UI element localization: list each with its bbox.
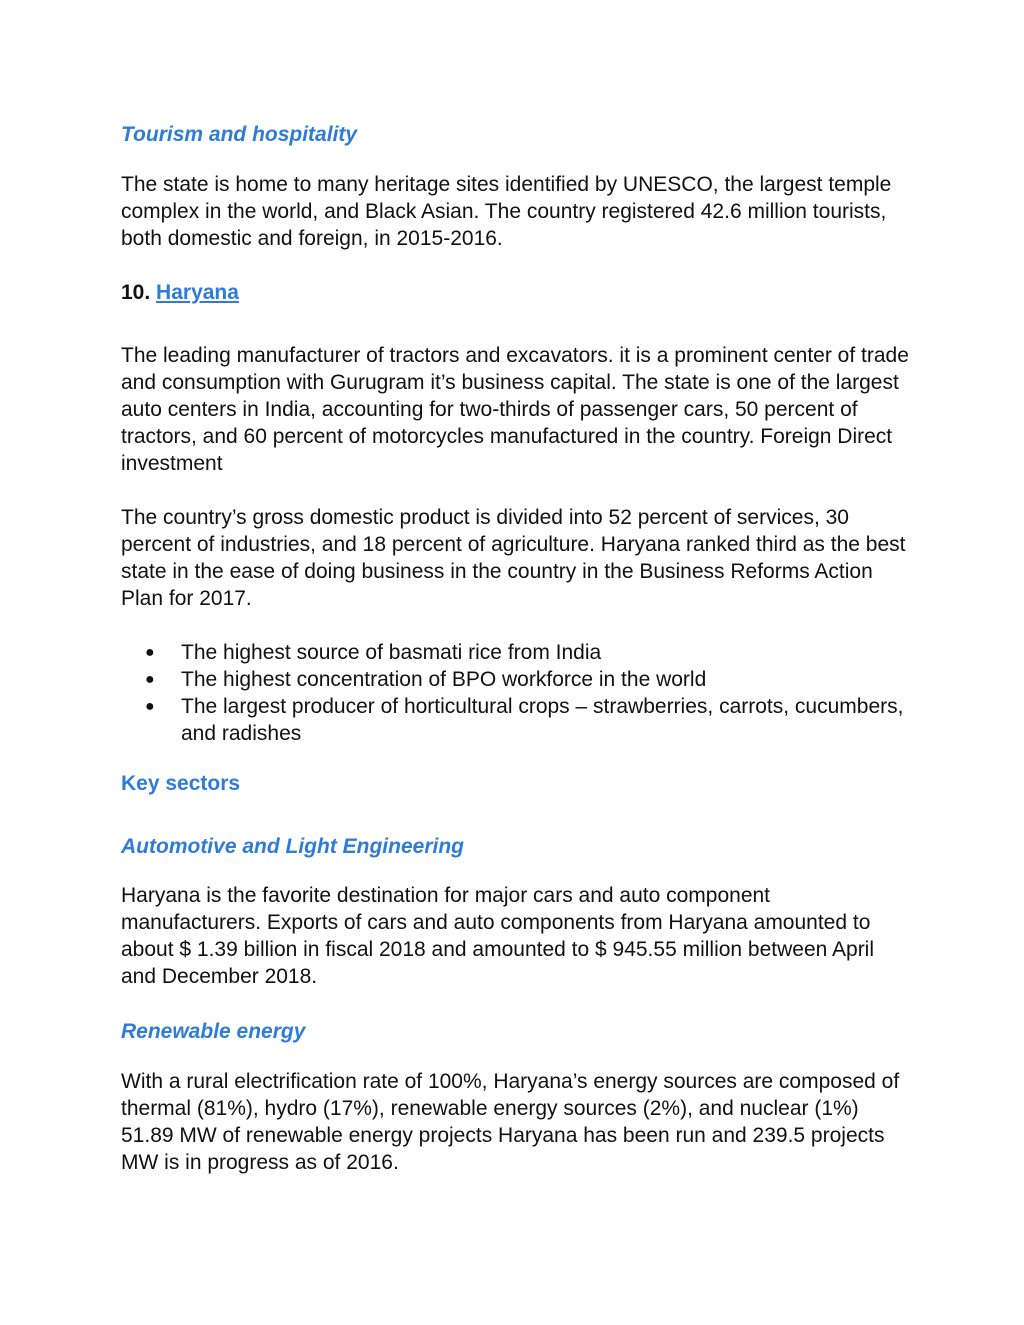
tourism-heading: Tourism and hospitality <box>121 123 358 146</box>
haryana-gdp-paragraph: The country’s gross domestic product is divided into 52 percent of services, 30 percent of industries, and 18 percent of agriculture. Haryana ranked third as the best state in the ease of doing business in the country in the Business Reforms Action Plan for 2017. <box>121 506 906 610</box>
haryana-intro-paragraph: The leading manufacturer of tractors and excavators. it is a prominent center of trade and consumption with Gurugram it’s business capital. The state is one of the largest auto centers in India, accounting for two-thirds of passenger cars, 50 percent of tractors, and 60 percent of motorcycles manufactured in the country. Foreign Direct investment <box>121 344 909 475</box>
list-item: ● The highest concentration of BPO workforce in the world <box>145 668 707 691</box>
automotive-paragraph: Haryana is the favorite destination for major cars and auto component manufacturers. Exports of cars and auto components from Haryana amounted to about $ 1.39 billion in fiscal 2018 and amounted to $ 945.55 million between April and December 2018. <box>121 884 875 988</box>
bullet-icon: ● <box>145 671 155 688</box>
key-sectors-heading: Key sectors <box>121 772 241 795</box>
section-number: 10. <box>121 281 151 304</box>
list-item: ● The highest source of basmati rice from India <box>145 641 602 664</box>
list-item: ● The largest producer of horticultural crops – strawberries, carrots, cucumbers, and radishes <box>145 695 904 745</box>
automotive-heading: Automotive and Light Engineering <box>121 835 464 858</box>
tourism-paragraph: The state is home to many heritage sites identified by UNESCO, the largest temple complex in the world, and Black Asian. The country registered 42.6 million tourists, both domestic and foreign, in 2015-2016. <box>121 173 892 250</box>
renewable-heading: Renewable energy <box>121 1020 306 1043</box>
renewable-paragraph: With a rural electrification rate of 100%, Haryana’s energy sources are composed of thermal (81%), hydro (17%), renewable energy sources (2%), and nuclear (1%) 51.89 MW of renewable energy projects Haryana has been run and 239.5 projects MW is in progress as of 2016. <box>121 1070 900 1174</box>
haryana-section-heading <box>121 279 911 306</box>
bullet-icon: ● <box>145 698 155 715</box>
bullet-icon: ● <box>145 644 155 661</box>
haryana-link[interactable]: Haryana <box>156 281 239 304</box>
haryana-highlights-list <box>121 639 911 747</box>
